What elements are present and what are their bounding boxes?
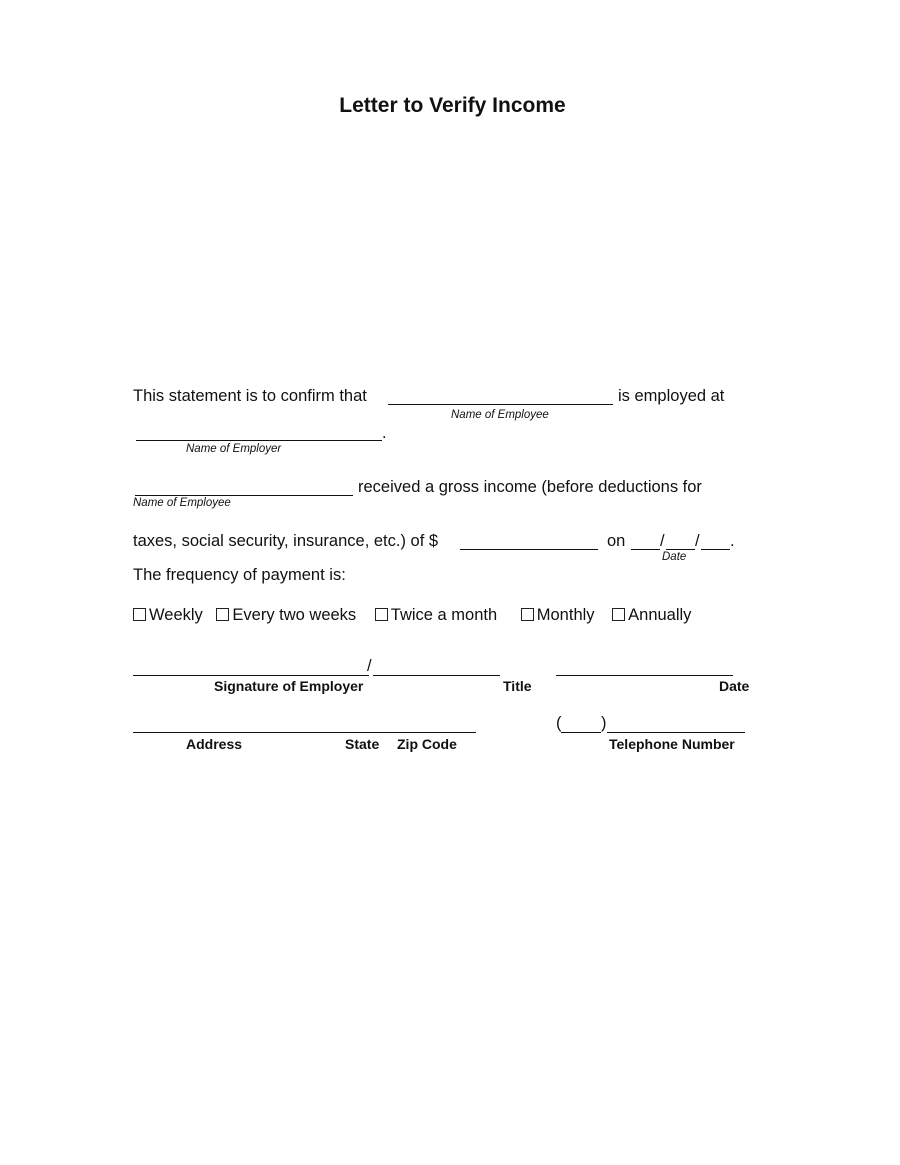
checkbox-label: Weekly	[149, 606, 203, 624]
zip-code-caption: Zip Code	[397, 736, 457, 752]
statement-prefix: This statement is to confirm that	[133, 387, 367, 405]
date-year-field[interactable]	[701, 549, 730, 550]
checkbox-label: Monthly	[536, 606, 595, 624]
address-caption: Address	[186, 736, 243, 752]
employee-name-field[interactable]	[388, 404, 613, 405]
income-line-prefix: taxes, social security, insurance, etc.) of $	[133, 532, 439, 550]
date-caption: Date	[662, 551, 687, 563]
employer-period: .	[382, 424, 387, 442]
checkbox-annually[interactable]	[612, 606, 691, 625]
gross-income-amount-field[interactable]	[460, 549, 598, 550]
phone-area-code-field[interactable]	[561, 732, 601, 733]
address-field[interactable]	[133, 732, 476, 733]
signature-title-slash: /	[367, 657, 372, 675]
employer-name-field[interactable]	[136, 440, 382, 441]
checkbox-monthly[interactable]	[521, 606, 595, 625]
document-title: Letter to Verify Income	[339, 94, 566, 117]
date-caption-signature: Date	[719, 678, 750, 694]
date-period: .	[730, 532, 735, 550]
signature-date-field[interactable]	[556, 675, 733, 676]
checkbox-icon[interactable]	[216, 608, 229, 621]
employer-name-caption: Name of Employer	[186, 443, 282, 455]
on-label: on	[607, 532, 626, 550]
statement-suffix: is employed at	[618, 387, 725, 405]
employee-name-field-2[interactable]	[135, 495, 353, 496]
date-day-field[interactable]	[666, 549, 695, 550]
checkbox-every-two-weeks[interactable]	[216, 606, 356, 625]
checkbox-icon[interactable]	[133, 608, 146, 621]
checkbox-twice-a-month[interactable]	[375, 606, 497, 625]
date-separator-1: /	[660, 532, 665, 550]
signature-caption: Signature of Employer	[214, 678, 364, 694]
phone-number-field[interactable]	[607, 732, 745, 733]
checkbox-label: Annually	[628, 606, 692, 624]
telephone-caption: Telephone Number	[609, 736, 735, 752]
employee-name-caption: Name of Employee	[451, 409, 549, 421]
checkbox-label: Every two weeks	[232, 606, 357, 624]
employer-signature-field[interactable]	[133, 675, 369, 676]
checkbox-label: Twice a month	[390, 606, 498, 624]
employer-title-field[interactable]	[373, 675, 500, 676]
date-month-field[interactable]	[631, 549, 660, 550]
checkbox-icon[interactable]	[375, 608, 388, 621]
phone-paren-open: (	[556, 714, 562, 732]
phone-paren-close: )	[601, 714, 607, 732]
state-caption: State	[345, 736, 380, 752]
checkbox-icon[interactable]	[521, 608, 534, 621]
checkbox-weekly[interactable]	[133, 606, 203, 625]
checkbox-icon[interactable]	[612, 608, 625, 621]
title-caption: Title	[503, 678, 532, 694]
frequency-label: The frequency of payment is:	[133, 566, 346, 584]
employee-name-caption-2: Name of Employee	[133, 497, 231, 509]
frequency-options	[133, 606, 691, 625]
date-separator-2: /	[695, 532, 700, 550]
income-statement-suffix: received a gross income (before deductions for	[358, 478, 702, 496]
